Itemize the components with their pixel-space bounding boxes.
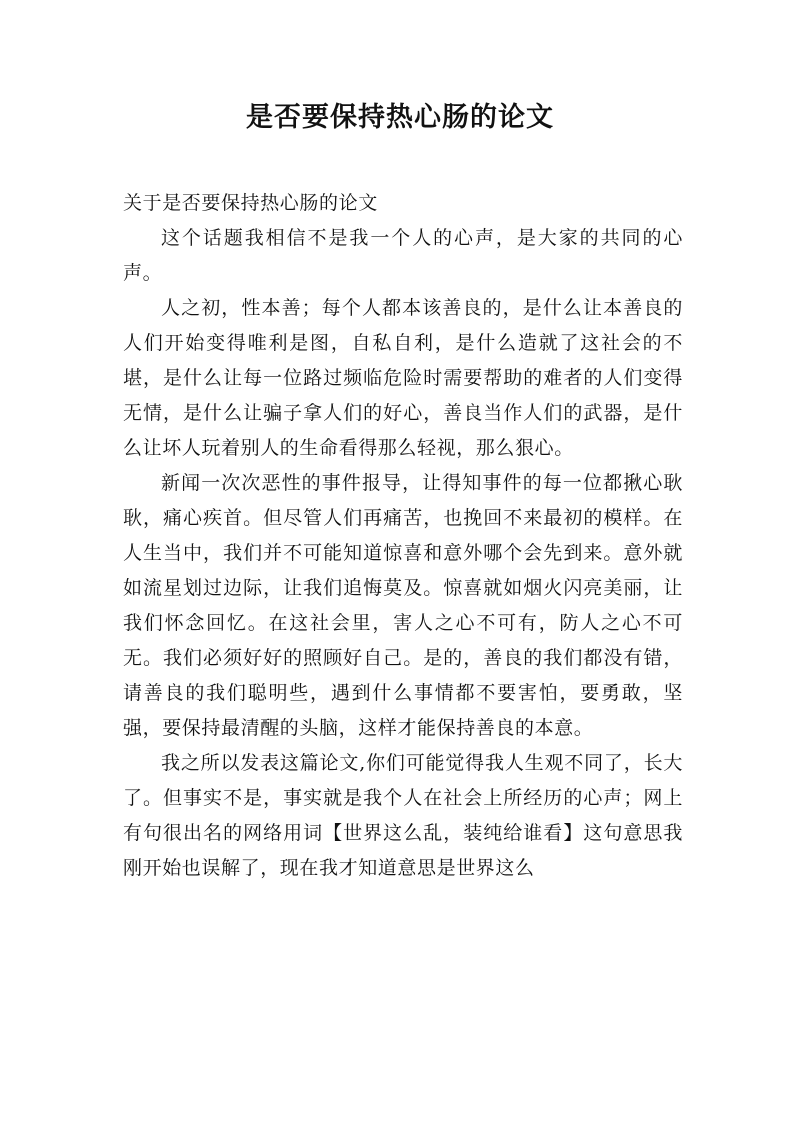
document-subtitle: 关于是否要保持热心肠的论文 bbox=[123, 192, 378, 214]
paragraph: 新闻一次次恶性的事件报导，让得知事件的每一位都揪心耿耿，痛心疾首。但尽管人们再痛苦，也挽回不来最初的模样。在人生当中，我们并不可能知道惊喜和意外哪个会先到来。意外就如流星划过边际，让我们追悔莫及。惊喜就如烟火闪亮美丽，让我们怀念回忆。在这社会里，害人之心不可有，防人之心不可无。我们必须好好的照顾好自己。是的，善良的我们都没有错，请善良的我们聪明些，遇到什么事情都不要害怕，要勇敢，坚强，要保持最清醒的头脑，这样才能保持善良的本意。 bbox=[123, 472, 683, 739]
document-title: 是否要保持热心肠的论文 bbox=[246, 102, 554, 133]
document-body bbox=[123, 186, 683, 886]
paragraph: 人之初，性本善；每个人都本该善良的，是什么让本善良的人们开始变得唯利是图，自私自利，是什么造就了这社会的不堪，是什么让每一位路过频临危险时需要帮助的难者的人们变得无情，是什么让骗子拿人们的好心，善良当作人们的武器，是什么让坏人玩着别人的生命看得那么轻视，那么狠心。 bbox=[123, 297, 683, 459]
paragraph: 我之所以发表这篇论文,你们可能觉得我人生观不同了，长大了。但事实不是，事实就是我个人在社会上所经历的心声；网上有句很出名的网络用词【世界这么乱，装纯给谁看】这句意思我刚开始也误解了，现在我才知道意思是世界这么 bbox=[123, 752, 683, 879]
paragraph: 这个话题我相信不是我一个人的心声，是大家的共同的心声。 bbox=[123, 227, 683, 284]
